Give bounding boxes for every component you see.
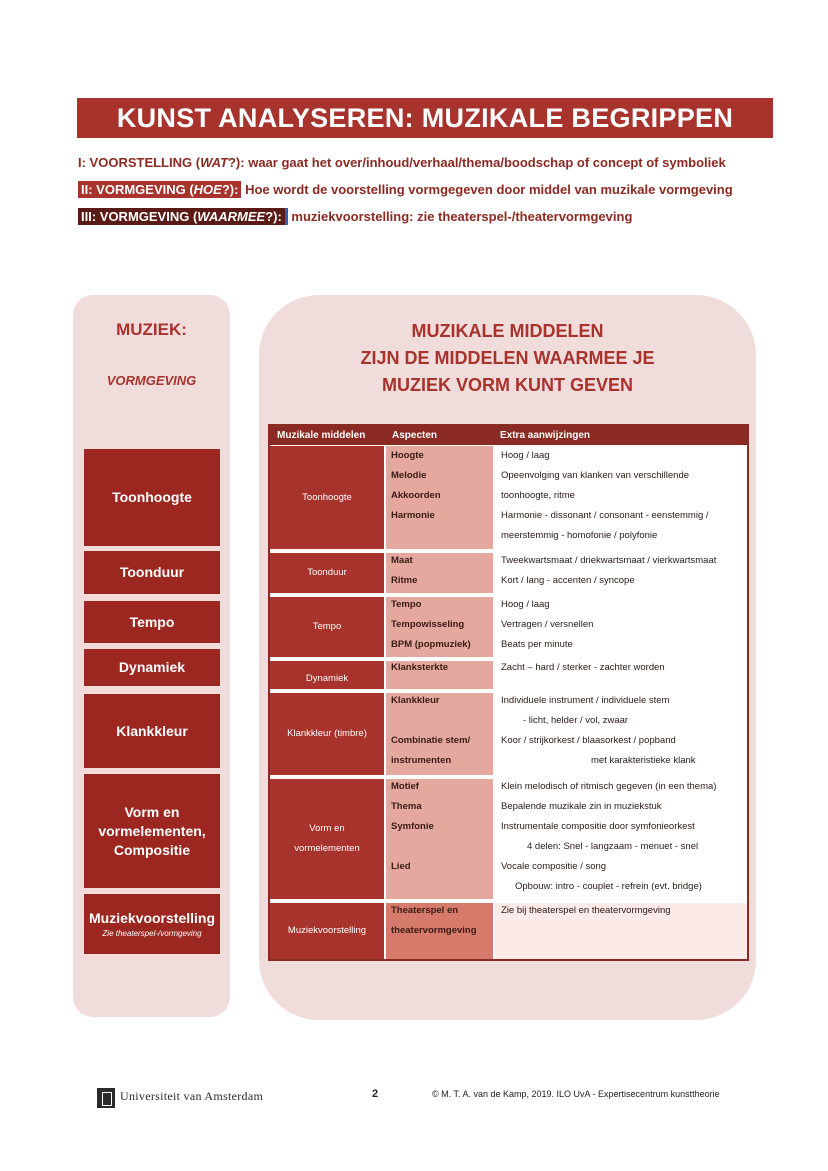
intro-vormgeving-waarmee <box>78 209 632 224</box>
col-header-aanwijzingen: Extra aanwijzingen <box>500 430 591 441</box>
cell-middel: Muziekvoorstelling <box>270 903 384 959</box>
left-box-note: Zie theaterspel-/vormgeving <box>102 929 202 938</box>
table-row <box>270 446 747 551</box>
intro-text: waar gaat het over/inhoud/verhaal/thema/boodschap of concept of symboliek <box>244 155 726 170</box>
cell-aanwijzingen: Individuele instrument / individuele stem - licht, helder / vol, zwaar Koor / strijkorkest / blaasorkest / popband met karakteristieke klank <box>495 693 747 775</box>
cell-middel: Tempo <box>270 597 384 657</box>
left-subheading: VORMGEVING <box>106 373 197 388</box>
middelen-table <box>268 424 749 961</box>
left-heading: MUZIEK: <box>116 320 187 339</box>
intro-voorstelling <box>78 155 726 170</box>
intro-text: Hoe wordt de voorstelling vormgegeven door middel van muzikale vormgeving <box>241 182 733 197</box>
cell-aanwijzingen: Klein melodisch of ritmisch gegeven (in een thema) Bepalende muzikale zin in muziekstuk Instrumentale compositie door symfonieorkest 4 delen: Snel - langzaam - menuet - snel Vocale compositie / song Opbouw: intro - couplet - refrein (evt. bridge) <box>495 779 747 899</box>
table-row <box>270 553 747 595</box>
cell-aanwijzingen: Zacht – hard / sterker - zachter worden <box>495 661 747 689</box>
col-header-aspecten: Aspecten <box>392 430 438 441</box>
left-box-tempo: Tempo <box>84 601 220 643</box>
table-row <box>270 779 747 901</box>
cell-aspecten: Maat Ritme <box>386 553 493 593</box>
page-number: 2 <box>372 1088 379 1100</box>
cell-aanwijzingen: Hoog / laag Vertragen / versnellen Beats per minute <box>495 597 747 657</box>
cell-aspecten: Tempo Tempowisseling BPM (popmuziek) <box>386 597 493 657</box>
cell-aanwijzingen: Tweekwartsmaat / driekwartsmaat / vierkwartsmaat Kort / lang - accenten / syncope <box>495 553 747 593</box>
cell-aspecten: Klankkleur Combinatie stem/ instrumenten <box>386 693 493 775</box>
intro-vormgeving-hoe <box>78 182 733 197</box>
cell-middel: Klankkleur (timbre) <box>270 693 384 775</box>
cell-middel: Vorm en vormelementen <box>270 779 384 899</box>
table-row <box>270 597 747 659</box>
left-box-vorm: Vorm en vormelementen, Compositie <box>84 774 220 888</box>
left-box-dynamiek: Dynamiek <box>84 649 220 686</box>
intro-tag-em: WAT <box>200 155 228 170</box>
cell-middel: Toonduur <box>270 553 384 593</box>
cell-aspecten: Motief Thema Symfonie Lied <box>386 779 493 899</box>
table-row <box>270 903 747 959</box>
intro-tag: II: VORMGEVING (HOE?): <box>78 181 241 198</box>
table-row <box>270 661 747 691</box>
table-row <box>270 693 747 777</box>
footer-copyright: © M. T. A. van de Kamp, 2019. ILO UvA - Expertisecentrum kunsttheorie <box>432 1089 720 1099</box>
col-header-middelen: Muzikale middelen <box>277 430 366 441</box>
footer-university: Universiteit van Amsterdam <box>120 1089 264 1103</box>
page-title: KUNST ANALYSEREN: MUZIKALE BEGRIPPEN <box>77 98 773 138</box>
intro-tag: III: VORMGEVING (WAARMEE?): <box>78 208 288 225</box>
left-box-toonhoogte: Toonhoogte <box>84 449 220 546</box>
intro-tag: I: VOORSTELLING ( <box>78 155 201 170</box>
cell-aspecten: Theaterspel en theatervormgeving <box>386 903 493 959</box>
intro-text: muziekvoorstelling: zie theaterspel-/theatervormgeving <box>287 209 633 224</box>
cell-aspecten: Hoogte Melodie Akkoorden Harmonie <box>386 446 493 549</box>
university-logo-icon <box>97 1088 115 1108</box>
intro-tag-end: ?): <box>227 155 245 170</box>
cell-middel: Dynamiek <box>270 661 384 689</box>
cell-aanwijzingen: Zie bij theaterspel en theatervormgeving <box>495 903 747 959</box>
left-box-toonduur: Toonduur <box>84 551 220 594</box>
left-box-klankkleur: Klankkleur <box>84 694 220 768</box>
left-box-muziekvoorstelling: Muziekvoorstelling Zie theaterspel-/vormgeving <box>84 894 220 954</box>
cell-aspecten: Klanksterkte <box>386 661 493 689</box>
right-heading: MUZIKALE MIDDELEN ZIJN DE MIDDELEN WAARMEE JE MUZIEK VORM KUNT GEVEN <box>360 321 655 395</box>
cell-aanwijzingen: Hoog / laag Opeenvolging van klanken van verschillende toonhoogte, ritme Harmonie - dissonant / consonant - eenstemmig / meerstemmig - homofonie / polyfonie <box>495 446 747 549</box>
cell-middel: Toonhoogte <box>270 446 384 549</box>
table-header <box>270 426 747 445</box>
